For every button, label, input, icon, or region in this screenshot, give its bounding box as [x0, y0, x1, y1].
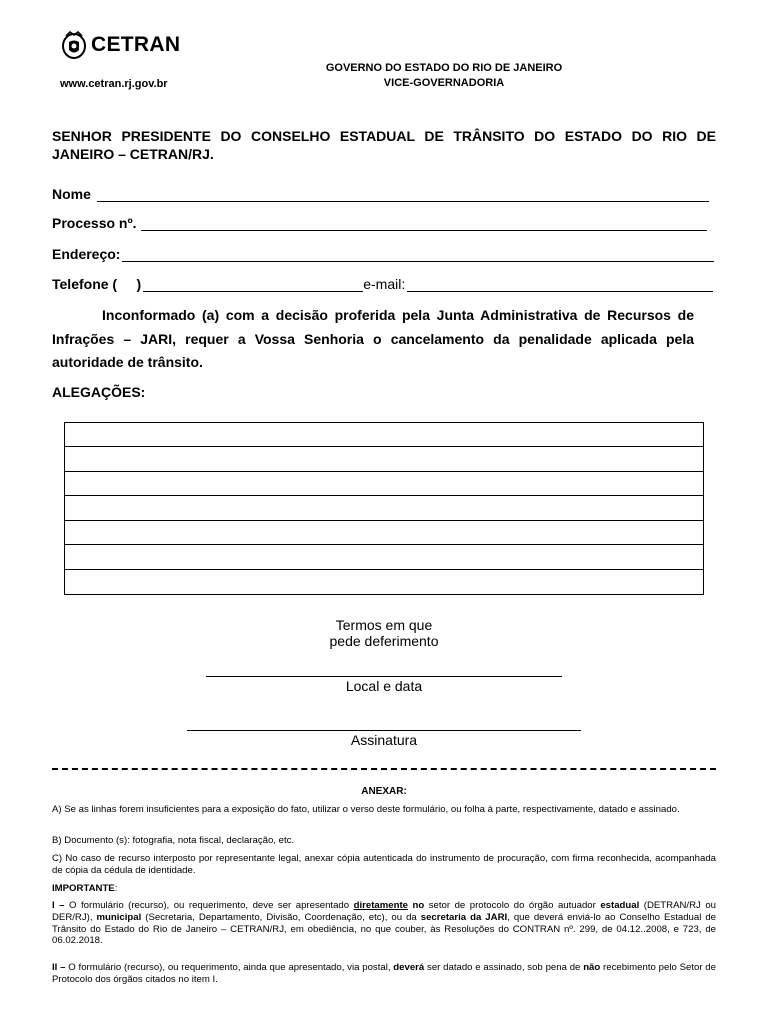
endereco-field[interactable]: [52, 246, 714, 262]
endereco-label: Endereço:: [52, 246, 121, 262]
telefone-field[interactable]: [52, 276, 713, 292]
cut-divider: [52, 768, 716, 770]
alegacoes-box[interactable]: [64, 422, 704, 595]
nome-label: Nome: [52, 186, 91, 202]
anexar-item-c: C) No caso de recurso interposto por representante legal, anexar cópia autenticada do instrumento de procuração, com firma reconhecida, acompanhada de cópia da cédula de identidade.: [52, 853, 716, 876]
processo-field[interactable]: [52, 215, 707, 231]
local-data-line[interactable]: [206, 676, 562, 677]
anexar-item-a: A) Se as linhas forem insuficientes para a exposição do fato, utilizar o verso deste formulário, ou folha à parte, respectivamente, datado e assinado.: [52, 804, 680, 815]
alegacao-line[interactable]: [65, 545, 703, 569]
anexar-heading: ANEXAR:: [361, 786, 407, 797]
importante-heading: IMPORTANTE:: [52, 883, 118, 894]
alegacao-line[interactable]: [65, 472, 703, 496]
addressee-title: SENHOR PRESIDENTE DO CONSELHO ESTADUAL DE TRÂNSITO DO ESTADO DO RIO DE JANEIRO – CETRAN/RJ.: [52, 128, 716, 162]
email-line[interactable]: [407, 276, 713, 292]
vice-government-line: VICE-GOVERNADORIA: [383, 77, 505, 89]
importante-item-2: II – O formulário (recurso), ou requerimento, ainda que apresentado, via postal, deverá ser datado e assinado, sob pena de não recebimento pelo Setor de Protocolo dos órgãos citados no item I.: [52, 962, 716, 985]
importante-item-1: I – O formulário (recurso), ou requerimento, deve ser apresentado diretamente no setor de protocolo do órgão autuador estadual (DETRAN/RJ ou DER/RJ), municipal (Secretaria, Departamento, Divisão, Coordenação, etc), ou da secretaria da JARI, que deverá enviá-lo ao Conselho Estadual de Trânsito do Estado do Rio de Janeiro – CETRAN/RJ, em obediência, no que couber, às Resoluções do CONTRAN nº. 299, de 04.12..2008, e 723, de 06.02.2018.: [52, 900, 717, 947]
alegacao-line[interactable]: [65, 496, 703, 520]
telefone-label: Telefone ( ): [52, 276, 142, 292]
processo-line[interactable]: [141, 215, 707, 231]
coat-of-arms-icon: [60, 30, 88, 60]
alegacao-line[interactable]: [65, 423, 703, 447]
anexar-item-b: B) Documento (s): fotografia, nota fiscal, declaração, etc.: [52, 835, 295, 846]
nome-field[interactable]: [52, 186, 709, 202]
brand-name: CETRAN: [91, 33, 181, 56]
local-data-label: Local e data: [345, 678, 423, 694]
cetran-logo: [60, 30, 180, 60]
closing-line-2: pede deferimento: [329, 633, 439, 649]
government-line: GOVERNO DO ESTADO DO RIO DE JANEIRO: [325, 62, 563, 74]
signature-line[interactable]: [187, 730, 581, 731]
alegacao-line[interactable]: [65, 521, 703, 545]
closing-line-1: Termos em que: [335, 617, 433, 633]
signature-label: Assinatura: [350, 732, 418, 748]
telefone-line[interactable]: [143, 276, 363, 292]
processo-label: Processo nº.: [52, 215, 137, 231]
email-label: e-mail:: [363, 276, 406, 292]
request-paragraph: Inconformado (a) com a decisão proferida pela Junta Administrativa de Recursos de Infrações – JARI, requer a Vossa Senhoria o cancelamento da penalidade aplicada pela autoridade de trânsito.: [52, 307, 694, 370]
website-url: www.cetran.rj.gov.br: [60, 78, 168, 90]
endereco-line[interactable]: [122, 246, 714, 262]
alegacao-line[interactable]: [65, 570, 703, 594]
alegacoes-label: ALEGAÇÕES:: [52, 384, 146, 400]
nome-line[interactable]: [97, 186, 709, 202]
alegacao-line[interactable]: [65, 447, 703, 471]
